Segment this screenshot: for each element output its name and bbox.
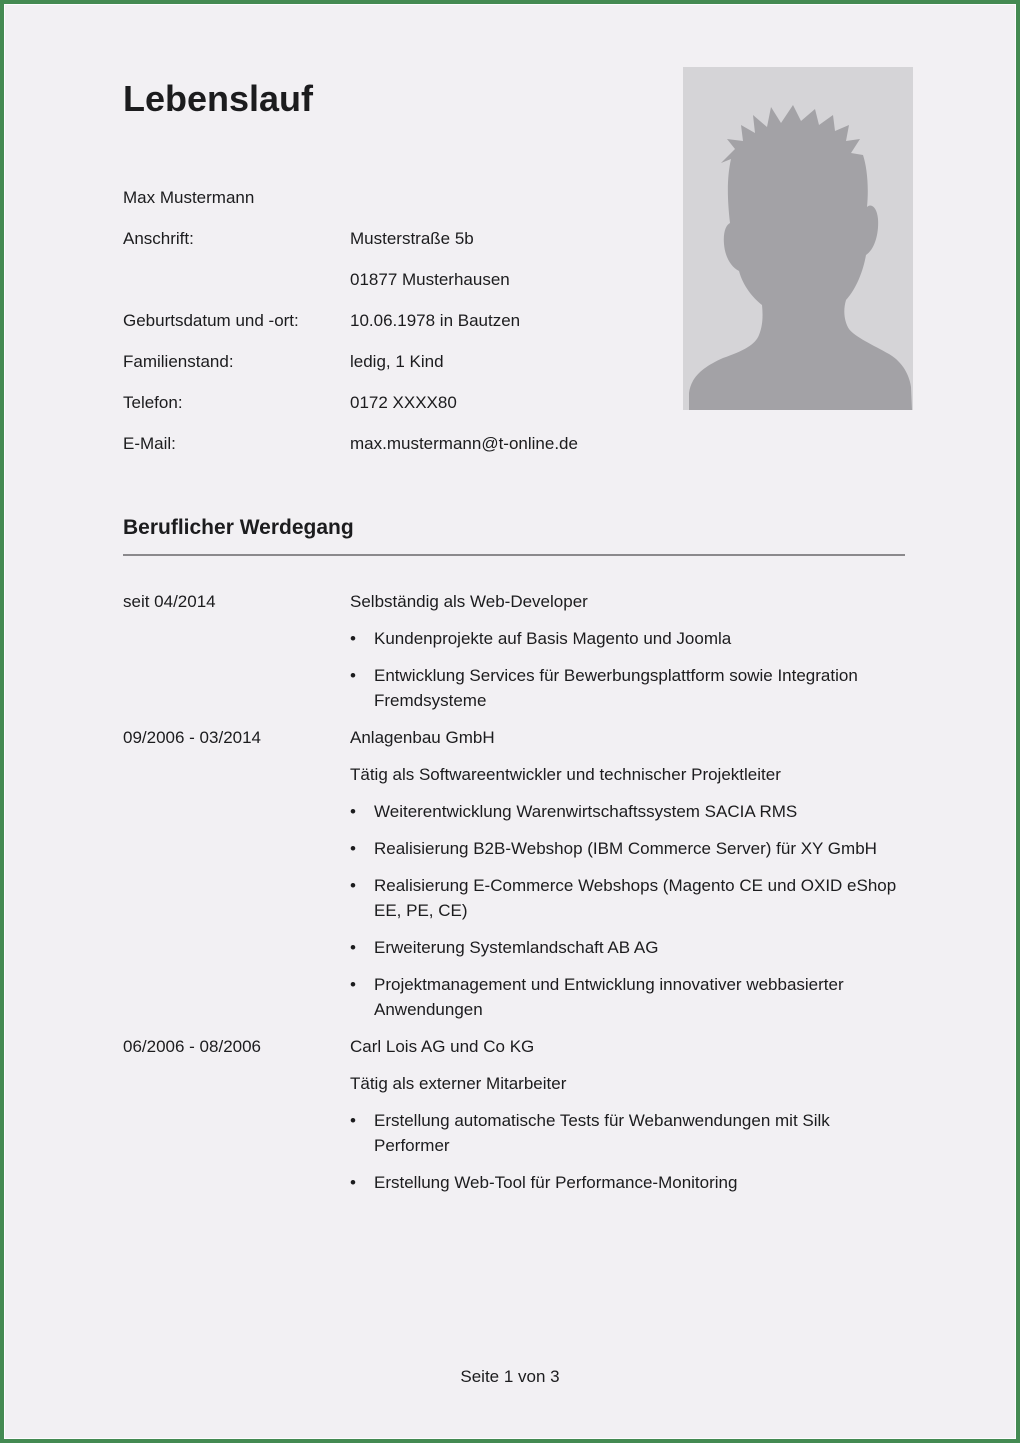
bullet-item: [350, 663, 897, 713]
personal-row-anschrift-2: [123, 270, 578, 289]
entry-period: 06/2006 - 08/2006: [123, 1037, 262, 1056]
entry-period: 09/2006 - 03/2014: [123, 728, 262, 747]
row-label: E-Mail:: [123, 434, 176, 453]
row-value: max.mustermann@t-online.de: [350, 434, 578, 453]
portrait-silhouette-icon: [683, 67, 913, 410]
personal-info-block: [123, 188, 578, 475]
entry-title: Selbständig als Web-Developer: [350, 592, 588, 611]
bullet-text: • Erweiterung Systemlandschaft AB AG: [374, 938, 659, 957]
personal-row-email: [123, 434, 578, 453]
bullet-item: [350, 626, 897, 651]
bullet-text: • Realisierung E-Commerce Webshops (Magento CE und OXID eShop EE, PE, CE): [374, 876, 897, 920]
row-value: Musterstraße 5b: [350, 229, 474, 248]
section-heading: Beruflicher Werdegang: [123, 516, 354, 539]
row-label: [123, 270, 350, 289]
row-value: 10.06.1978 in Bautzen: [350, 311, 521, 330]
entry-role: Tätig als Softwareentwickler und technischer Projektleiter: [350, 765, 781, 784]
work-entry: [123, 589, 905, 713]
entry-period: seit 04/2014: [123, 592, 216, 611]
bullet-item: [350, 1108, 897, 1158]
work-entry: [123, 1034, 905, 1195]
entry-content: [350, 725, 897, 1022]
row-value: ledig, 1 Kind: [350, 352, 444, 371]
bullet-item: [350, 836, 897, 861]
entry-title: Carl Lois AG und Co KG: [350, 1037, 535, 1056]
bullet-item: [350, 799, 897, 824]
personal-row-familienstand: [123, 352, 578, 371]
entry-content: [350, 589, 897, 713]
row-value: 0172 XXXX80: [350, 393, 457, 412]
bullet-item: [350, 972, 897, 1022]
bullet-text: • Realisierung B2B-Webshop (IBM Commerce Server) für XY GmbH: [374, 839, 877, 858]
section-divider: [123, 554, 905, 556]
bullet-item: [350, 873, 897, 923]
row-label: Anschrift:: [123, 229, 194, 248]
entry-title: Anlagenbau GmbH: [350, 728, 495, 747]
row-label: Geburtsdatum und -ort:: [123, 311, 299, 330]
bullet-text: • Erstellung automatische Tests für Webanwendungen mit Silk Performer: [374, 1111, 830, 1155]
section-beruflicher-werdegang: [123, 516, 905, 1195]
personal-row-anschrift: [123, 229, 578, 248]
row-label: Telefon:: [123, 393, 183, 412]
entry-role: Tätig als externer Mitarbeiter: [350, 1074, 567, 1093]
bullet-item: [350, 1170, 897, 1195]
page-number: Seite 1 von 3: [460, 1367, 560, 1386]
row-label: Familienstand:: [123, 352, 234, 371]
page-title: Lebenslauf: [123, 78, 314, 119]
personal-row-telefon: [123, 393, 578, 412]
entry-content: [350, 1034, 897, 1195]
bullet-text: • Projektmanagement und Entwicklung innovativer webbasierter Anwendungen: [374, 975, 844, 1019]
bullet-text: • Weiterentwicklung Warenwirtschaftssystem SACIA RMS: [374, 802, 798, 821]
applicant-name: Max Mustermann: [123, 188, 255, 207]
personal-row-geburtsdatum: [123, 311, 578, 330]
bullet-text: • Erstellung Web-Tool für Performance-Monitoring: [374, 1173, 738, 1192]
work-entry: [123, 725, 905, 1022]
row-value: 01877 Musterhausen: [350, 270, 510, 289]
bullet-text: • Entwicklung Services für Bewerbungsplattform sowie Integration Fremdsysteme: [374, 666, 858, 710]
applicant-photo-placeholder: [683, 67, 913, 410]
bullet-item: [350, 935, 897, 960]
bullet-text: • Kundenprojekte auf Basis Magento und Joomla: [374, 629, 732, 648]
